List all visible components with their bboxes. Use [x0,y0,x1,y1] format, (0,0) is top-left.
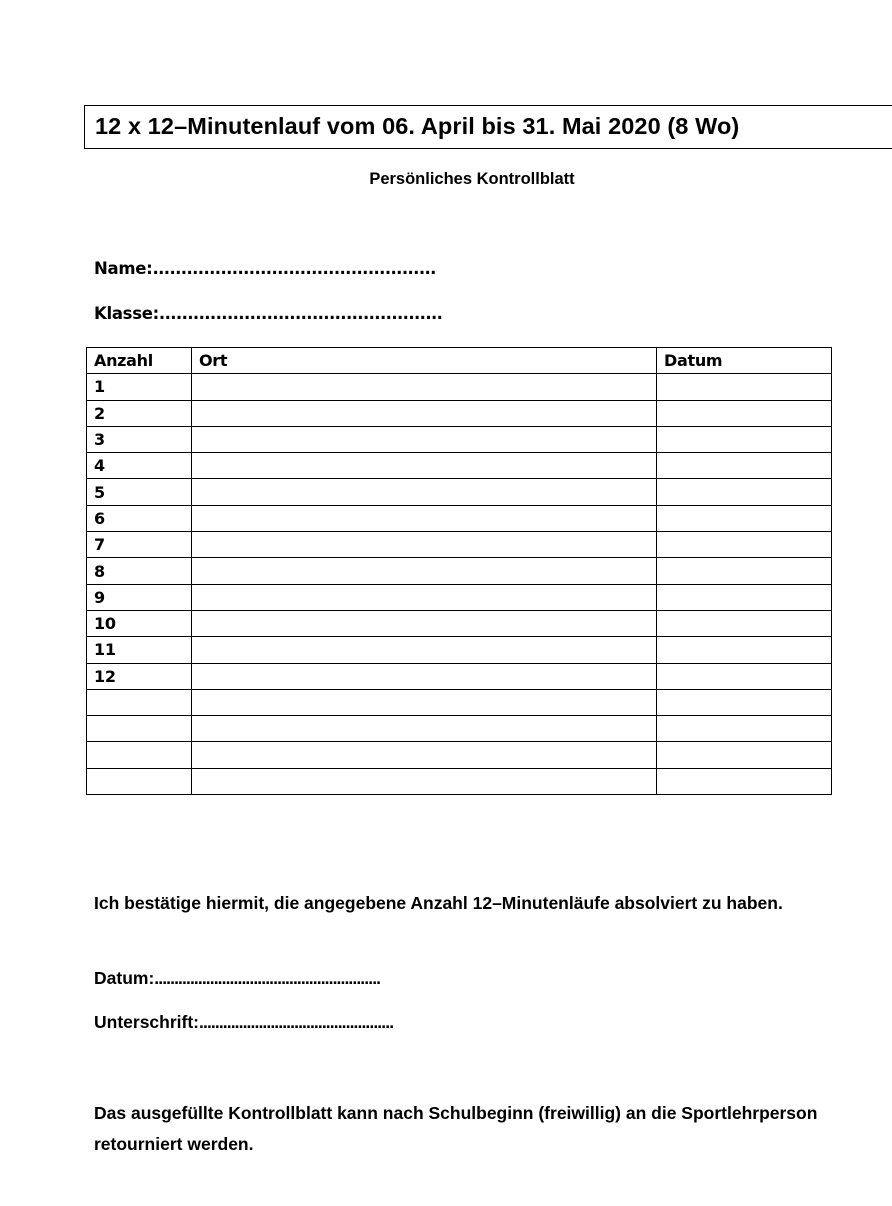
table-row [87,532,832,558]
cell-ort[interactable] [192,453,657,479]
cell-datum[interactable] [657,532,832,558]
cell-ort[interactable] [192,479,657,505]
table-row [87,558,832,584]
signature-date-label: Datum: [94,968,155,988]
cell-ort[interactable] [192,374,657,400]
header-anzahl: Anzahl [87,348,192,374]
cell-ort[interactable] [192,505,657,531]
table-row [87,610,832,636]
cell-anzahl: 1 [87,374,192,400]
cell-ort[interactable] [192,689,657,715]
cell-anzahl: 8 [87,558,192,584]
cell-datum[interactable] [657,505,832,531]
cell-anzahl [87,768,192,794]
table-row [87,716,832,742]
cell-datum[interactable] [657,689,832,715]
table-row [87,374,832,400]
klasse-label: Klasse: [94,304,159,323]
table-row [87,479,832,505]
footer-note: Das ausgefüllte Kontrollblatt kann nach Schulbeginn (freiwillig) an die Sportlehrperson retourniert werden. [94,1103,818,1154]
cell-anzahl: 2 [87,400,192,426]
cell-datum[interactable] [657,558,832,584]
document-title: 12 x 12–Minutenlauf vom 06. April bis 31. Mai 2020 (8 Wo) [95,113,740,139]
cell-ort[interactable] [192,426,657,452]
title-box [84,105,892,149]
table-row [87,453,832,479]
cell-datum[interactable] [657,584,832,610]
document-subtitle: Persönliches Kontrollblatt [369,170,575,188]
cell-ort[interactable] [192,558,657,584]
cell-anzahl: 12 [87,663,192,689]
cell-anzahl: 7 [87,532,192,558]
klasse-fill-line[interactable]: .................................................. [158,304,443,323]
signature-fill-line[interactable]: ................................................. [199,1012,394,1032]
cell-ort[interactable] [192,400,657,426]
signature-date-field[interactable] [94,968,380,989]
cell-ort[interactable] [192,742,657,768]
cell-ort[interactable] [192,584,657,610]
table-row [87,689,832,715]
cell-anzahl: 3 [87,426,192,452]
cell-datum[interactable] [657,426,832,452]
cell-datum[interactable] [657,479,832,505]
table-row [87,768,832,794]
cell-datum[interactable] [657,400,832,426]
cell-ort[interactable] [192,637,657,663]
signature-date-fill-line[interactable]: ......................................................... [154,968,381,988]
cell-anzahl: 10 [87,610,192,636]
cell-anzahl [87,689,192,715]
klasse-field[interactable] [94,304,442,323]
cell-datum[interactable] [657,716,832,742]
table-header-row [87,348,832,374]
table-row [87,584,832,610]
header-datum: Datum [657,348,832,374]
cell-ort[interactable] [192,532,657,558]
cell-datum[interactable] [657,610,832,636]
signature-field[interactable] [94,1012,393,1033]
cell-ort[interactable] [192,663,657,689]
table-row [87,663,832,689]
table-row [87,742,832,768]
name-label: Name: [94,259,153,278]
cell-anzahl: 9 [87,584,192,610]
cell-ort[interactable] [192,716,657,742]
cell-datum[interactable] [657,742,832,768]
table-row [87,426,832,452]
cell-ort[interactable] [192,768,657,794]
name-fill-line[interactable]: .................................................. [152,259,436,278]
run-log-table [86,347,832,795]
cell-anzahl: 4 [87,453,192,479]
cell-datum[interactable] [657,453,832,479]
table-row [87,637,832,663]
cell-anzahl [87,742,192,768]
cell-anzahl: 6 [87,505,192,531]
cell-ort[interactable] [192,610,657,636]
cell-anzahl: 5 [87,479,192,505]
cell-anzahl [87,716,192,742]
table-row [87,400,832,426]
table-row [87,505,832,531]
cell-datum[interactable] [657,663,832,689]
cell-datum[interactable] [657,768,832,794]
name-field[interactable] [94,259,436,278]
signature-label: Unterschrift: [94,1012,200,1032]
header-ort: Ort [192,348,657,374]
confirmation-text: Ich bestätige hiermit, die angegebene Anzahl 12–Minutenläufe absolviert zu haben. [94,893,783,913]
cell-datum[interactable] [657,374,832,400]
cell-anzahl: 11 [87,637,192,663]
cell-datum[interactable] [657,637,832,663]
